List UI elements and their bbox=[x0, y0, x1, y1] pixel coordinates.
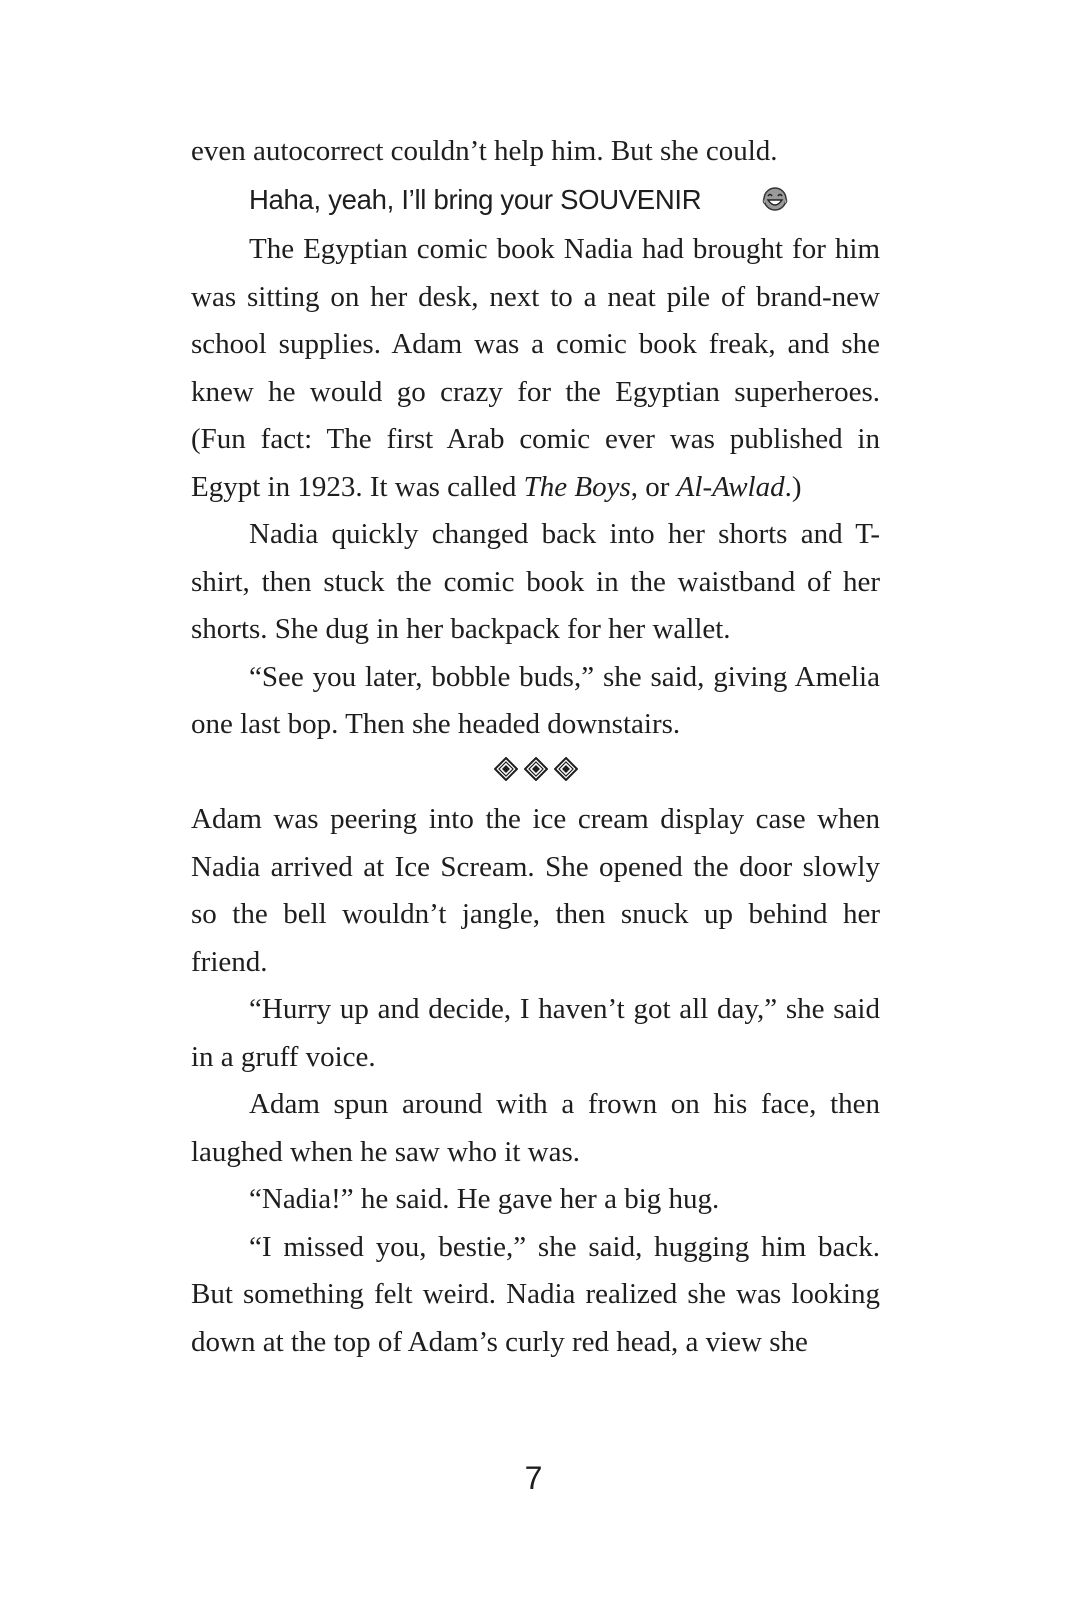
laughing-emoji-icon bbox=[703, 179, 789, 227]
paragraph-6: Adam was peering into the ice cream display case when Nadia arrived at Ice Scream. She opened the door slowly so the bell wouldn’t jangle, then snuck up behind her friend. bbox=[191, 803, 880, 978]
page-number: 7 bbox=[524, 1460, 543, 1496]
diamond-ornament-icon bbox=[494, 749, 518, 797]
paragraph-8: Adam spun around with a frown on his face, then laughed when he saw who it was. bbox=[191, 1088, 880, 1168]
paragraph-7: “Hurry up and decide, I haven’t got all day,” she said in a gruff voice. bbox=[191, 993, 880, 1073]
paragraph-3 bbox=[191, 226, 880, 511]
paragraph-10: “I missed you, bestie,” she said, hugging him back. But something felt weird. Nadia realized she was looking down at the top of Adam’s curly red head, a view she bbox=[191, 1230, 880, 1358]
paragraph-3-text: The Egyptian comic book Nadia had brought for him was sitting on her desk, next to a neat pile of brand-new school supplies. Adam was a comic book freak, and she knew he would go crazy for the Egyptian superheroes. (Fun fact: The first Arab comic ever was published in Egypt in 1923. It was called bbox=[191, 233, 880, 503]
text-message bbox=[191, 176, 880, 227]
paragraph-1: even autocorrect couldn’t help him. But she could. bbox=[191, 135, 778, 167]
section-break bbox=[191, 749, 880, 797]
paragraph-4: Nadia quickly changed back into her shorts and T-shirt, then stuck the comic book in the waistband of her shorts. She dug in her backpack for her wallet. bbox=[191, 518, 880, 645]
paragraph-5: “See you later, bobble buds,” she said, giving Amelia one last bop. Then she headed downstairs. bbox=[191, 660, 880, 740]
text-message-content: Haha, yeah, I’ll bring your SOUVENIR bbox=[249, 183, 702, 215]
body-text bbox=[191, 128, 880, 1366]
paragraph-3-end: .) bbox=[784, 470, 802, 503]
paragraph-3-mid: , or bbox=[630, 470, 677, 503]
diamond-ornament-icon bbox=[554, 749, 578, 797]
comic-title-the-boys: The Boys bbox=[523, 470, 631, 503]
diamond-ornament-icon bbox=[524, 749, 548, 797]
paragraph-9: “Nadia!” he said. He gave her a big hug. bbox=[249, 1183, 720, 1215]
comic-title-al-awlad: Al-Awlad bbox=[676, 470, 785, 503]
